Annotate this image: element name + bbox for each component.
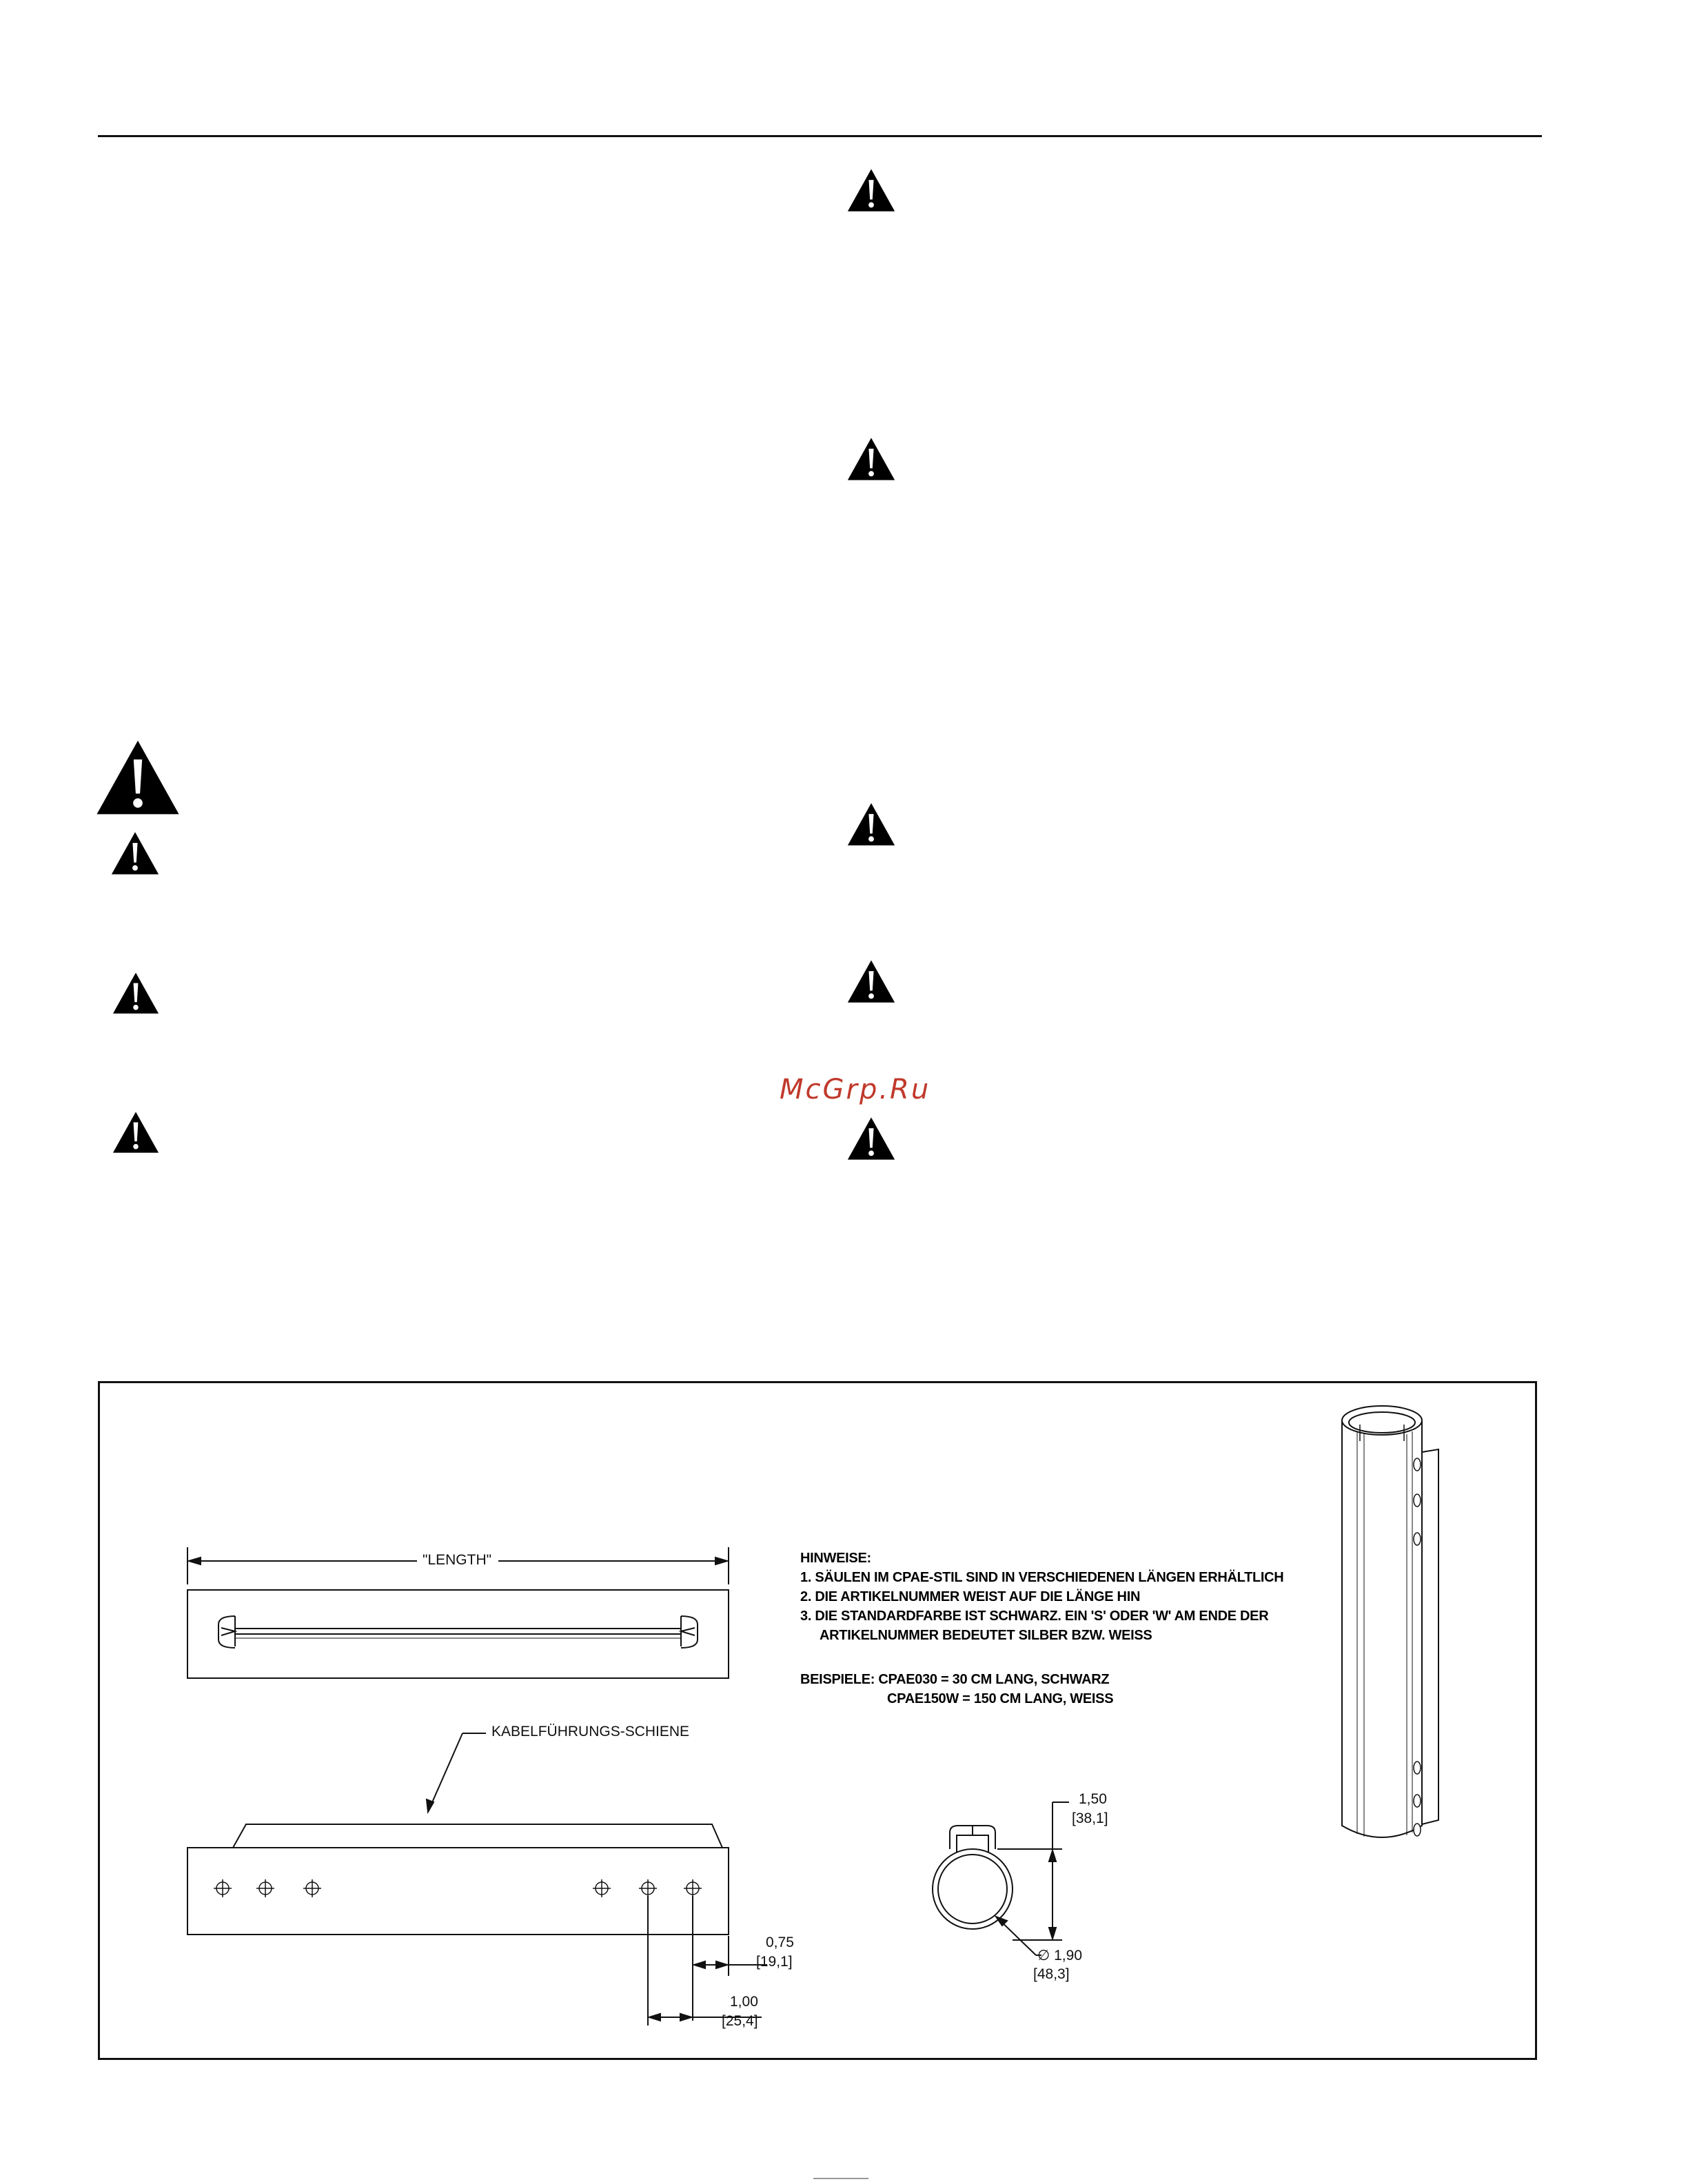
- length-label: "LENGTH": [423, 1552, 492, 1568]
- dim-diameter-mm: [48,3]: [1033, 1966, 1070, 1982]
- warning-icon: [110, 831, 160, 875]
- warning-icon: [846, 1116, 896, 1161]
- rail-label: KABELFÜHRUNGS-SCHIENE: [491, 1724, 690, 1739]
- warning-icon: [846, 959, 896, 1003]
- page-edge-marks: [0, 2178, 1688, 2180]
- dim-150: 1,50: [1079, 1791, 1107, 1807]
- drawing-examples: [800, 1670, 1113, 1708]
- watermark: McGrp.Ru: [780, 1074, 931, 1105]
- warning-icon: [846, 437, 896, 481]
- warning-icon: [846, 802, 896, 846]
- dim-diameter: ∅ 1,90: [1037, 1948, 1082, 1963]
- note-item: 2. DIE ARTIKELNUMMER WEIST AUF DIE LÄNGE HIN: [800, 1589, 1141, 1604]
- dim-150-mm: [38,1]: [1072, 1810, 1108, 1826]
- dim-075-mm: [19,1]: [756, 1954, 793, 1970]
- note-item: 1. SÄULEN IM CPAE-STIL SIND IN VERSCHIEDENEN LÄNGEN ERHÄLTLICH: [800, 1570, 1284, 1585]
- note-item: ARTIKELNUMMER BEDEUTET SILBER BZW. WEISS: [820, 1628, 1152, 1643]
- header-rule: [98, 135, 1542, 137]
- technical-drawing: [98, 1381, 1537, 2060]
- warning-icon: [846, 168, 896, 212]
- warning-icon: [112, 1111, 160, 1154]
- drawing-lines: [100, 1383, 1535, 2058]
- note-item: 3. DIE STANDARDFARBE IST SCHWARZ. EIN 'S' ODER 'W' AM ENDE DER: [800, 1609, 1269, 1624]
- warning-icon-large: [95, 739, 181, 816]
- dim-100: 1,00: [730, 1994, 758, 2010]
- drawing-notes: [800, 1549, 1393, 1645]
- example-line: CPAE150W = 150 CM LANG, WEISS: [887, 1691, 1114, 1706]
- example-line: BEISPIELE: CPAE030 = 30 CM LANG, SCHWARZ: [800, 1672, 1110, 1687]
- dim-075: 0,75: [766, 1935, 794, 1950]
- notes-heading: HINWEISE:: [800, 1551, 871, 1566]
- dim-100-mm: [25,4]: [722, 2013, 758, 2029]
- warning-icon: [112, 972, 160, 1014]
